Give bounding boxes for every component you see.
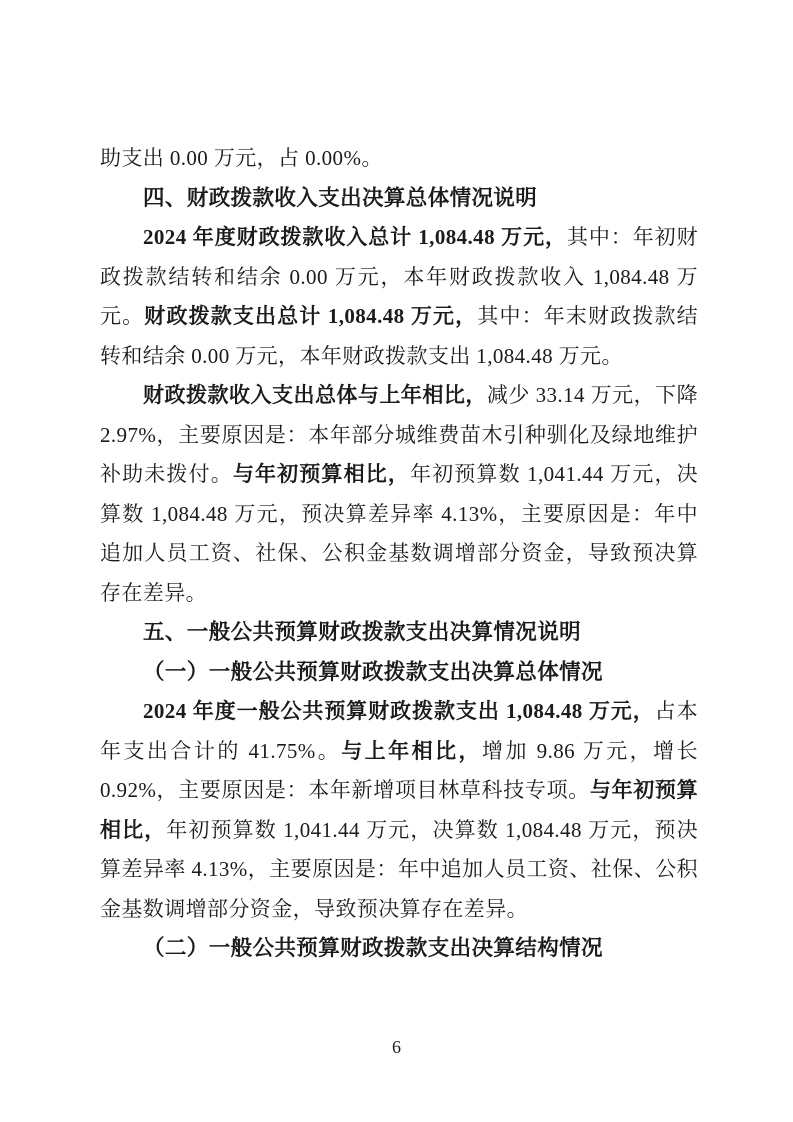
text-run-bold: 财政拨款收入支出总体与上年相比， xyxy=(143,383,487,407)
text-run: 减少 33.14 万元，下降 2.97%，主要原因是：本年部分城维费苗木引种驯化及绿地维护补助未拨付。 xyxy=(100,383,698,486)
text-run: 其中：年初财政拨款结转和结余 0.00 万元，本年财政拨款收入 1,084.48 万元。 xyxy=(100,225,698,328)
paragraph-general-budget-expenditure xyxy=(100,692,698,929)
paragraph-carryover xyxy=(100,139,698,179)
section-heading-4 xyxy=(100,179,698,219)
page-footer xyxy=(0,1034,793,1060)
text-run: 年初预算数 1,041.44 万元，决算数 1,084.48 万元，预决算差异率 4.13%，主要原因是：年中追加人员工资、社保、公积金基数调增部分资金，导致预决算存在差异。 xyxy=(100,817,699,921)
paragraph-year-over-year-comparison xyxy=(100,376,698,613)
subsection-heading-5-2 xyxy=(100,929,698,969)
text-run-bold: 2024 年度财政拨款收入总计 1,084.48 万元， xyxy=(143,225,567,249)
text-run-bold: 与上年相比， xyxy=(341,738,483,763)
paragraph-fiscal-appropriation-total xyxy=(100,218,698,376)
text-run-bold: 2024 年度一般公共预算财政拨款支出 1,084.48 万元， xyxy=(143,699,655,723)
text-run: 年初预算数 1,041.44 万元，决算数 1,084.48 万元，预决算差异率 4.13%，主要原因是：年中追加人员工资、社保、公积金基数调增部分资金，导致预决算存在差异。 xyxy=(100,462,699,605)
subsection-heading-5-1 xyxy=(100,653,698,693)
heading-text: （一）一般公共预算财政拨款支出决算总体情况 xyxy=(143,659,603,684)
heading-text: 五、一般公共预算财政拨款支出决算情况说明 xyxy=(143,620,582,644)
heading-text: （二）一般公共预算财政拨款支出决算结构情况 xyxy=(143,936,603,960)
text-run-bold: 与年初预算相比， xyxy=(232,462,410,486)
page-number: 6 xyxy=(392,1037,401,1057)
heading-text: 四、财政拨款收入支出决算总体情况说明 xyxy=(143,185,538,210)
text-run: 其中：年末财政拨款结转和结余 0.00 万元，本年财政拨款支出 1,084.48 万元。 xyxy=(100,304,698,368)
text-run: 占本年支出合计的 41.75%。 xyxy=(100,699,698,763)
section-heading-5 xyxy=(100,613,698,653)
text-run-bold: 财政拨款支出总计 1,084.48 万元， xyxy=(144,304,478,328)
document-body xyxy=(100,139,698,969)
text-run: 增加 9.86 万元，增长 0.92%，主要原因是：本年新增项目林草科技专项。 xyxy=(100,738,699,802)
text-run: 助支出 0.00 万元，占 0.00%。 xyxy=(100,146,383,170)
text-run-bold: 与年初预算相比， xyxy=(100,778,699,842)
